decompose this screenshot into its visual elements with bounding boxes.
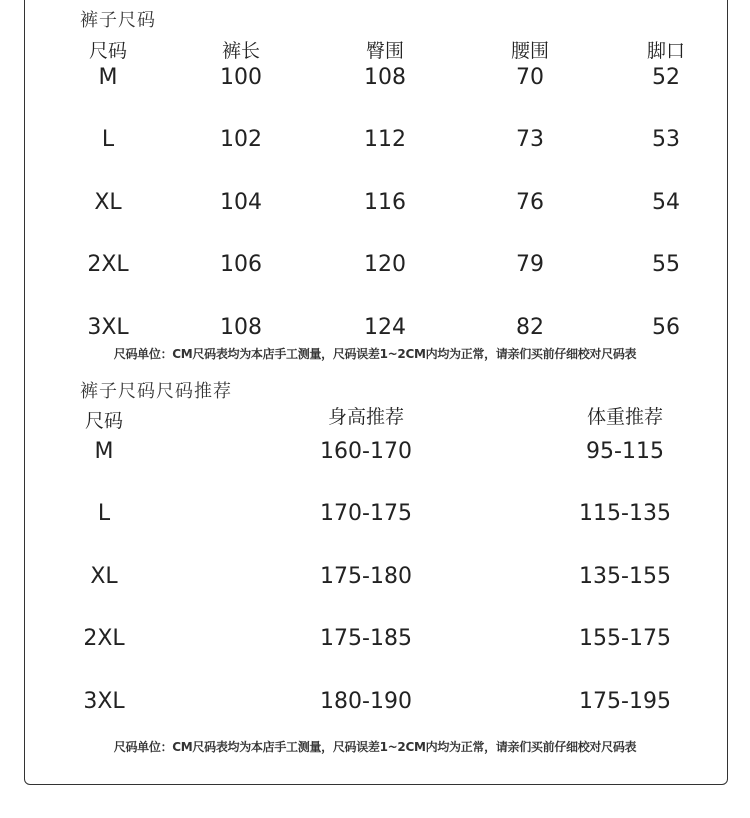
table-cell: 170-175 <box>320 501 412 526</box>
table-cell: 3XL <box>87 315 129 340</box>
pants-size-title: 裤子尺码 <box>80 10 156 31</box>
column-header: 臀围 <box>365 40 405 62</box>
table-cell: 3XL <box>83 689 125 714</box>
table-cell: 112 <box>364 127 406 152</box>
table-cell: L <box>97 501 111 526</box>
table-cell: 115-135 <box>579 501 671 526</box>
table-cell: 54 <box>652 190 680 215</box>
column-header: 腰围 <box>510 40 550 62</box>
table-cell: 124 <box>364 315 406 340</box>
table-cell: L <box>101 127 115 152</box>
table-cell: 160-170 <box>320 439 412 464</box>
table-cell: 73 <box>516 127 544 152</box>
table-cell: XL <box>90 564 118 589</box>
table-cell: 56 <box>652 315 680 340</box>
column-header: 身高推荐 <box>327 406 405 428</box>
table-cell: 155-175 <box>579 626 671 651</box>
recommend-size-note: 尺码单位：CM尺码表均为本店手工测量，尺码误差1~2CM内均为正常，请亲们买前仔细校对尺码表 <box>113 740 637 754</box>
table-cell: 52 <box>652 65 680 90</box>
table-cell: 55 <box>652 252 680 277</box>
column-header: 脚口 <box>646 40 686 62</box>
table-cell: 76 <box>516 190 544 215</box>
column-header: 尺码 <box>84 410 124 432</box>
table-cell: 135-155 <box>579 564 671 589</box>
column-header: 尺码 <box>88 40 128 62</box>
table-cell: 79 <box>516 252 544 277</box>
table-cell: 175-195 <box>579 689 671 714</box>
column-header: 体重推荐 <box>586 406 664 428</box>
table-cell: 175-180 <box>320 564 412 589</box>
table-cell: 120 <box>364 252 406 277</box>
table-cell: 100 <box>220 65 262 90</box>
table-cell: 70 <box>516 65 544 90</box>
table-cell: 108 <box>220 315 262 340</box>
table-cell: 108 <box>364 65 406 90</box>
table-cell: 180-190 <box>320 689 412 714</box>
pants-size-note: 尺码单位：CM尺码表均为本店手工测量，尺码误差1~2CM内均为正常，请亲们买前仔细校对尺码表 <box>113 347 637 361</box>
table-cell: 116 <box>364 190 406 215</box>
table-cell: 95-115 <box>586 439 664 464</box>
table-cell: 102 <box>220 127 262 152</box>
table-cell: XL <box>94 190 122 215</box>
table-cell: 106 <box>220 252 262 277</box>
table-cell: 53 <box>652 127 680 152</box>
recommend-size-title: 裤子尺码尺码推荐 <box>80 381 232 402</box>
table-cell: 2XL <box>83 626 125 651</box>
table-cell: 82 <box>516 315 544 340</box>
table-cell: M <box>98 65 118 90</box>
column-header: 裤长 <box>221 40 261 62</box>
table-cell: 2XL <box>87 252 129 277</box>
table-cell: 175-185 <box>320 626 412 651</box>
table-cell: 104 <box>220 190 262 215</box>
table-cell: M <box>94 439 114 464</box>
